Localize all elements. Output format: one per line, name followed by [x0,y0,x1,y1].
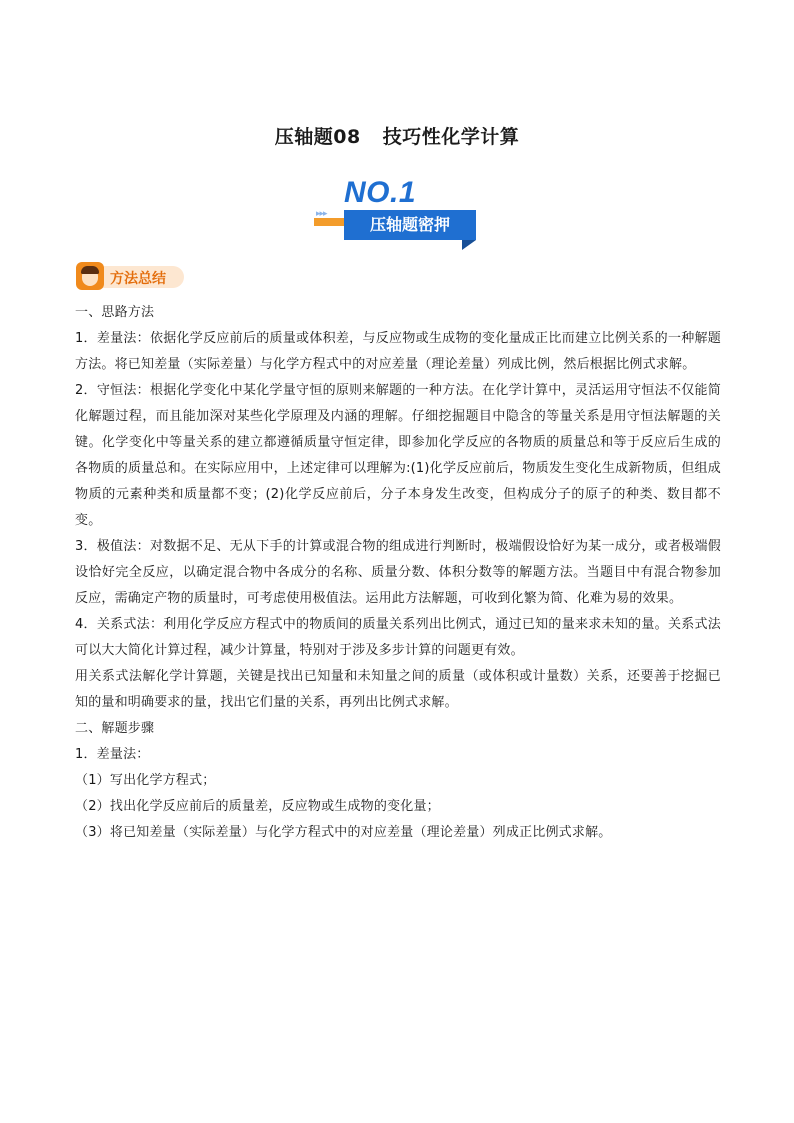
section-label: 方法总结 [110,271,166,287]
badge-label: 压轴题密押 [344,210,476,240]
paragraph: 一、思路方法 [75,305,155,320]
paragraph: 3．极值法：对数据不足、无从下手的计算或混合物的组成进行判断时，极端假设恰好为某一成分，或者极端假设恰好完全反应，以确定混合物中各成分的名称、质量分数、体积分数等的解题方法。当题目中有混合物参加反应，需确定产物的质量时，可考虑使用极值法。运用此方法解题，可收到化繁为简、化难为易的效果。 [75,539,721,606]
paragraph: （2）找出化学反应前后的质量差，反应物或生成物的变化量； [75,799,440,814]
no1-badge [314,176,480,252]
teacher-avatar-icon [76,262,104,290]
paragraph: 1．差量法：依据化学反应前后的质量或体积差，与反应物或生成物的变化量成正比而建立比例关系的一种解题方法。将已知差量（实际差量）与化学方程式中的对应差量（理论差量）列成比例，然后根据比例式求解。 [75,331,721,372]
page-title [0,122,794,149]
badge-fold-icon [462,240,476,250]
section-header [76,262,188,292]
title-topic: 技巧性化学计算 [382,126,520,148]
badge-arrows-icon: ▸▸▸ [316,209,327,219]
paragraph: 二、解题步骤 [75,721,155,736]
paragraph: 用关系式法解化学计算题，关键是找出已知量和未知量之间的质量（或体积或计量数）关系，还要善于挖掘已知的量和明确要求的量，找出它们量的关系，再列出比例式求解。 [75,669,721,710]
paragraph: （3）将已知差量（实际差量）与化学方程式中的对应差量（理论差量）列成正比例式求解。 [75,825,612,840]
badge-number: NO.1 [344,176,417,209]
title-number: 压轴题08 [274,126,361,148]
paragraph: 1．差量法： [75,747,150,762]
paragraph: （1）写出化学方程式； [75,773,216,788]
content-body [75,300,721,846]
paragraph: 2．守恒法：根据化学变化中某化学量守恒的原则来解题的一种方法。在化学计算中，灵活运用守恒法不仅能简化解题过程，而且能加深对某些化学原理及内涵的理解。仔细挖掘题目中隐含的等量关系是用守恒法解题的关键。化学变化中等量关系的建立都遵循质量守恒定律，即参加化学反应的各物质的质量总和等于反应后生成的各物质的质量总和。在实际应用中，上述定律可以理解为:(1)化学反应前后，物质发生变化生成新物质，但组成物质的元素种类和质量都不变；(2)化学反应前后，分子本身发生改变，但构成分子的原子的种类、数目都不变。 [75,383,721,528]
paragraph: 4．关系式法：利用化学反应方程式中的物质间的质量关系列出比例式，通过已知的量来求未知的量。关系式法可以大大简化计算过程，减少计算量，特别对于涉及多步计算的问题更有效。 [75,617,721,658]
